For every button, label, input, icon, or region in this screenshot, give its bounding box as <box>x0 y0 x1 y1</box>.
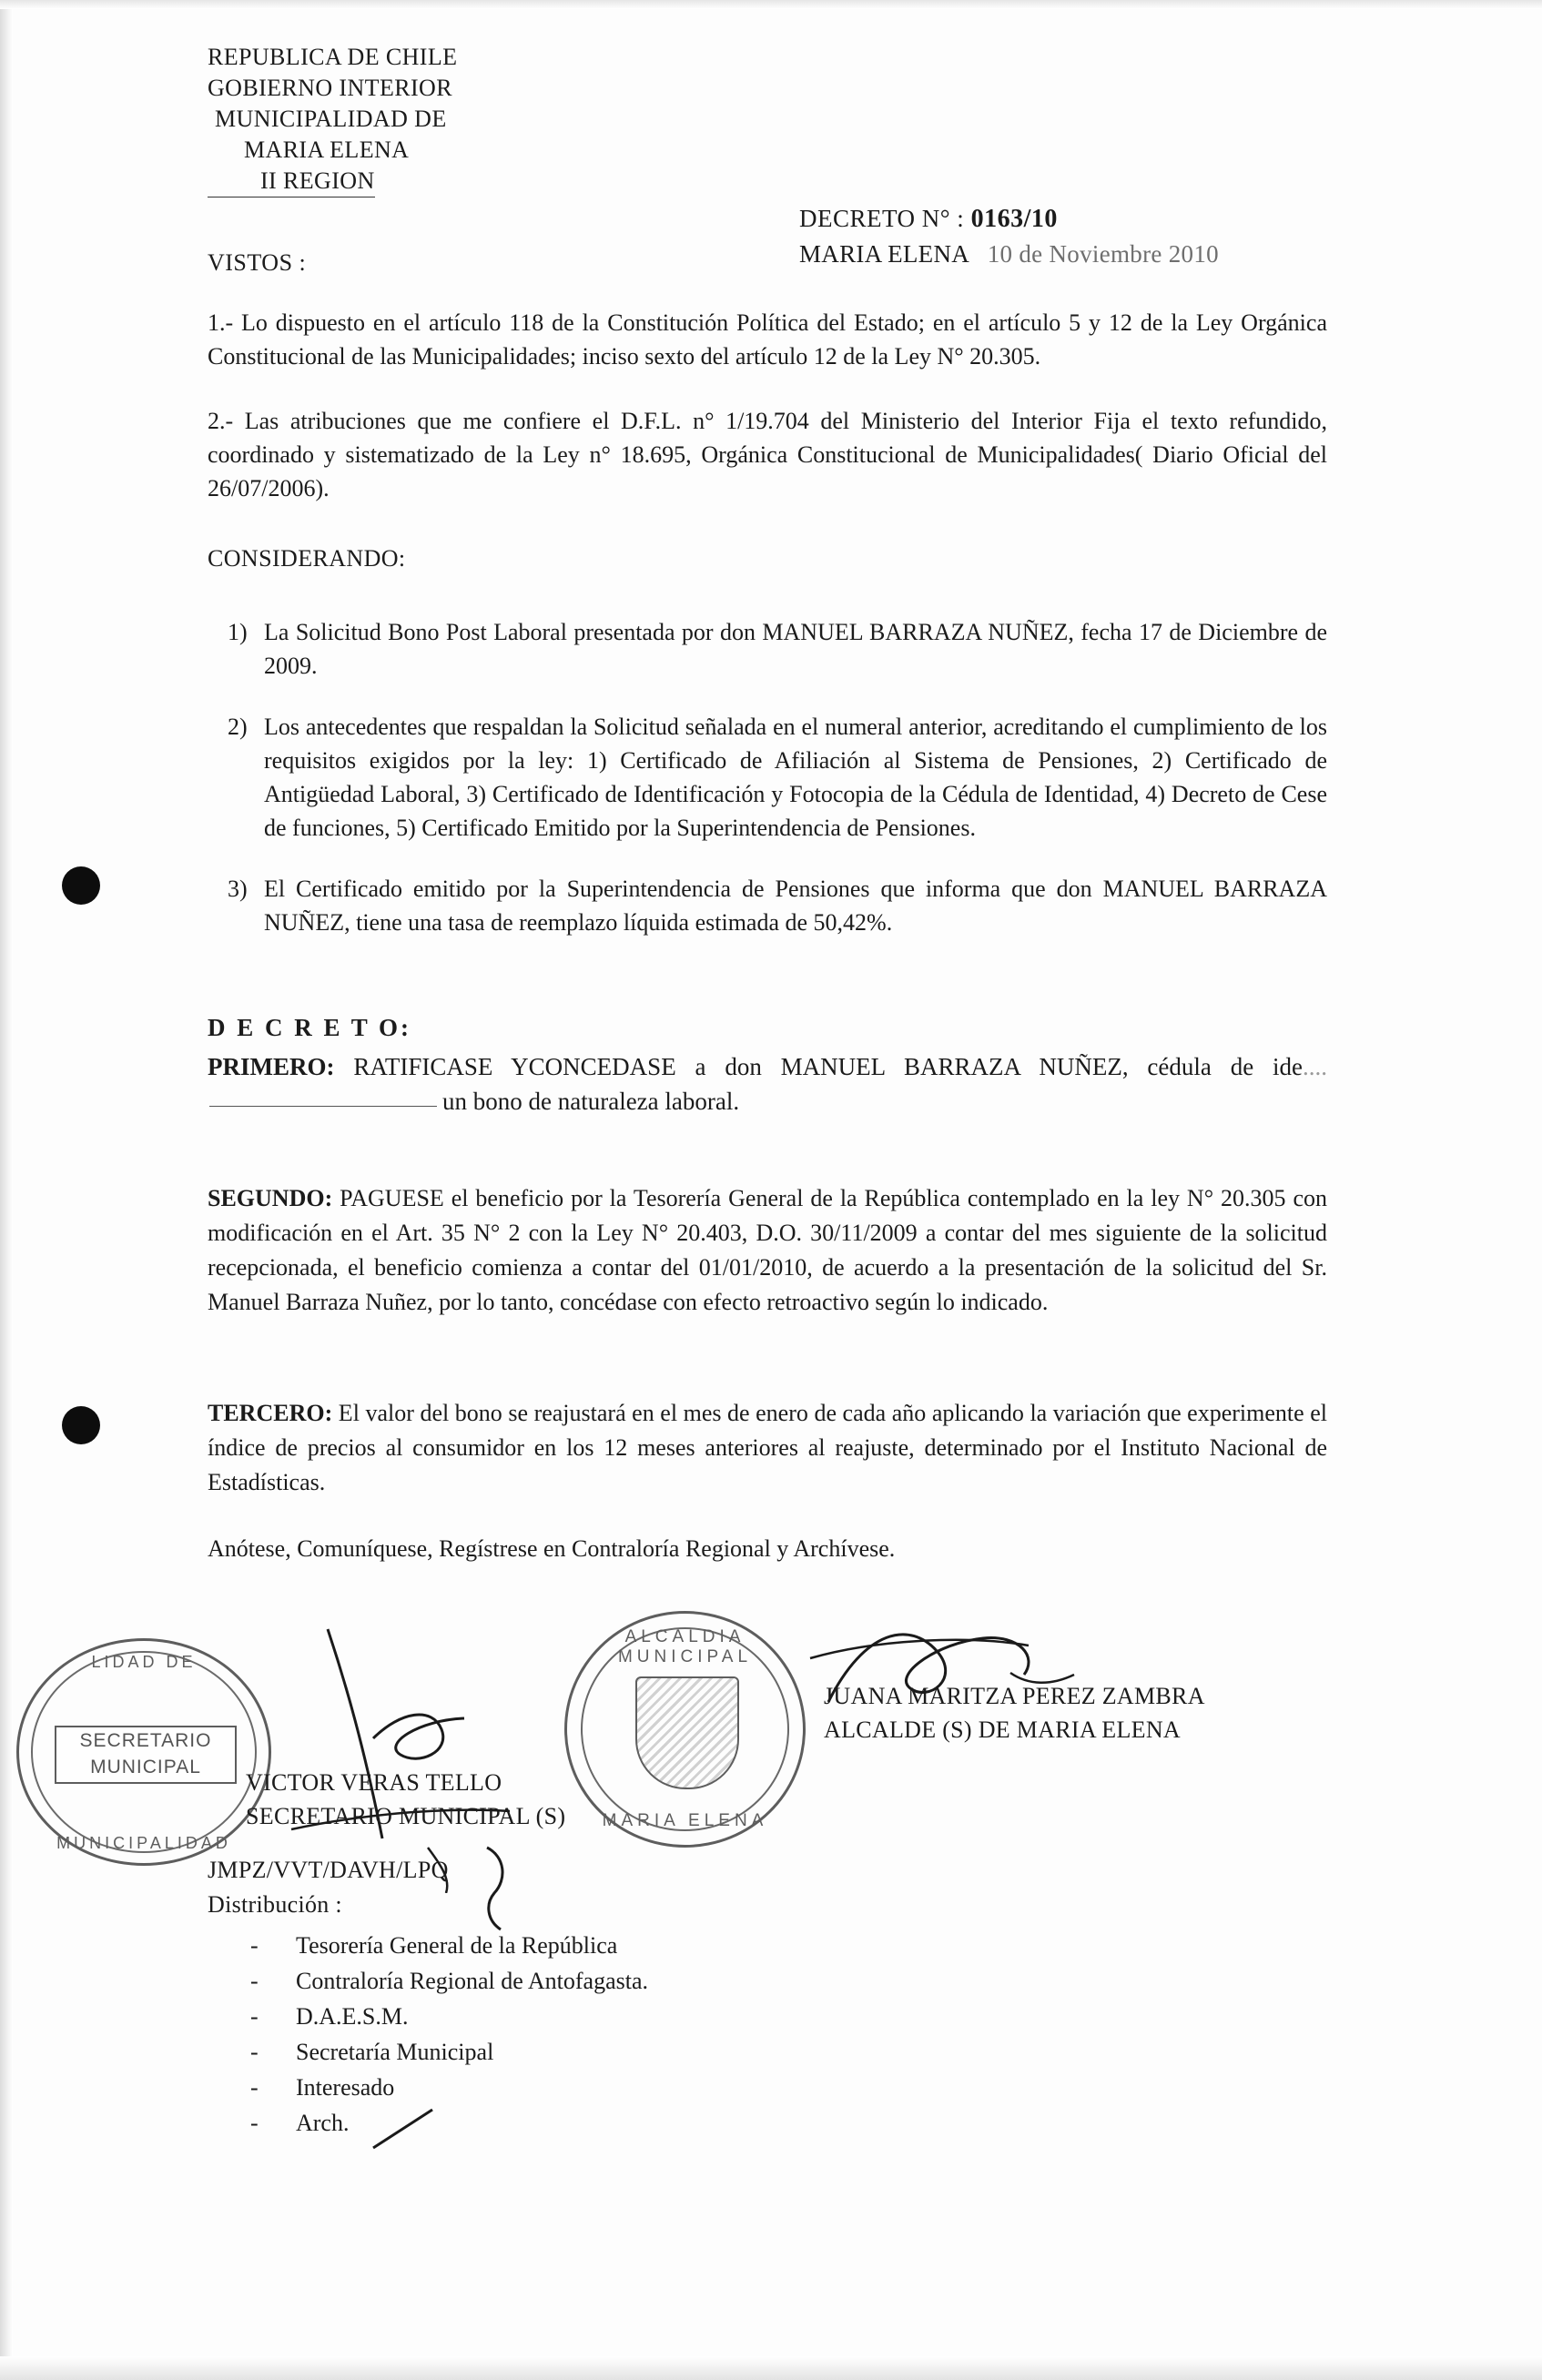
decree-header <box>799 201 1327 271</box>
considerando-list <box>208 615 1327 967</box>
redaction-line <box>209 1106 437 1107</box>
coat-of-arms-icon <box>635 1676 739 1789</box>
distribution-item <box>250 2034 648 2070</box>
article-primero-label: PRIMERO: <box>208 1053 335 1080</box>
considerando-label: CONSIDERANDO: <box>208 545 406 572</box>
article-tercero <box>208 1396 1327 1500</box>
scan-edge-top <box>0 0 1542 9</box>
distribution-label: Distribución : <box>208 1891 342 1918</box>
article-primero-text-after: un bono de naturaleza laboral. <box>442 1088 740 1115</box>
distribution-item-label: Tesorería General de la República <box>296 1932 618 1959</box>
considerando-item <box>208 872 1327 939</box>
distribution-item <box>250 1999 648 2034</box>
stamp-arc-top-text: ALCALDIA MUNICIPAL <box>617 1627 753 1666</box>
distribution-item <box>250 2070 648 2105</box>
letterhead-line-2: GOBIERNO INTERIOR <box>208 75 452 101</box>
letterhead-line-4: MARIA ELENA <box>244 137 410 163</box>
letterhead <box>208 42 1327 197</box>
decree-number: 0163/10 <box>970 205 1058 233</box>
vistos-label: VISTOS : <box>208 249 307 276</box>
list-dash: - <box>250 2074 259 2101</box>
article-segundo-text: PAGUESE el beneficio por la Tesorería General de la República contemplado en la ley N° 20.305 con modificación en el Art. 35 N° 2 con la Ley N° 20.403, D.O. 30/11/2009 a contar del mes siguiente de la solicitud recepcionada, el beneficio comienza a contar del 01/01/2010, de acuerdo a la presentación de la solicitud del Sr. Manuel Barraza Nuñez, por lo tanto, concédase con efecto retroactivo según lo indicado. <box>208 1185 1327 1315</box>
stamp-arc-bottom-text: MARIA ELENA <box>602 1811 768 1830</box>
article-primero-redacted: .... <box>1303 1053 1327 1080</box>
distribution-item-label: D.A.E.S.M. <box>296 2003 409 2030</box>
decree-date: 10 de Noviembre 2010 <box>987 240 1219 268</box>
decree-place-date-line <box>799 237 1327 271</box>
article-segundo <box>208 1181 1327 1320</box>
list-dash: - <box>250 2110 259 2136</box>
distribution-item <box>250 1963 648 1999</box>
distribution-item-label: Interesado <box>296 2074 395 2101</box>
list-dash: - <box>250 1968 259 1994</box>
article-tercero-label: TERCERO: <box>208 1400 333 1426</box>
considerando-item-marker: 1) <box>228 619 248 645</box>
decree-label: DECRETO N° : <box>799 205 965 232</box>
stamp-line-1: SECRETARIO <box>79 1730 212 1751</box>
article-segundo-label: SEGUNDO: <box>208 1185 333 1211</box>
secretario-title: SECRETARIO MUNICIPAL (S) <box>246 1803 566 1829</box>
secretario-signature-block <box>246 1766 565 1833</box>
stamp-center-band <box>55 1726 237 1784</box>
vistos-paragraph-1: 1.- Lo dispuesto en el artículo 118 de la Constitución Política del Estado; en el artículo 5 y 12 de la Ley Orgánica Constitucional de las Municipalidades; inciso sexto del artículo 12 de la Ley N° 20.305. <box>208 309 1327 370</box>
considerando-item-text: La Solicitud Bono Post Laboral presentada por don MANUEL BARRAZA NUÑEZ, fecha 17 de Diciembre de 2009. <box>264 619 1327 679</box>
secretario-name: VICTOR VERAS TELLO <box>246 1769 502 1796</box>
alcalde-name: JUANA MARITZA PEREZ ZAMBRA <box>824 1683 1205 1709</box>
secretario-municipal-stamp <box>16 1638 271 1866</box>
article-primero <box>208 1049 1327 1119</box>
considerando-item <box>208 615 1327 683</box>
distribution-item <box>250 2105 648 2141</box>
considerando-item-text: El Certificado emitido por la Superintendencia de Pensiones que informa que don MANUEL BARRAZA NUÑEZ, tiene una tasa de reemplazo líquida estimada de 50,42%. <box>264 876 1327 936</box>
distribution-item-label: Contraloría Regional de Antofagasta. <box>296 1968 649 1994</box>
considerando-item-marker: 2) <box>228 714 248 740</box>
decree-place: MARIA ELENA <box>799 240 969 268</box>
distribution-item-label: Arch. <box>296 2110 350 2136</box>
letterhead-line-1: REPUBLICA DE CHILE <box>208 44 458 70</box>
alcalde-signature-block <box>824 1679 1205 1747</box>
list-dash: - <box>250 1932 259 1959</box>
distribution-item-label: Secretaría Municipal <box>296 2039 494 2065</box>
article-primero-text-before: RATIFICASE YCONCEDASE a don MANUEL BARRAZA NUÑEZ, cédula de ide <box>334 1053 1303 1080</box>
hole-punch-mark <box>62 1406 100 1444</box>
hole-punch-mark <box>62 866 100 905</box>
letterhead-line-3: MUNICIPALIDAD DE <box>215 106 447 132</box>
vistos-paragraph-2: 2.- Las atribuciones que me confiere el D.F.L. n° 1/19.704 del Ministerio del Interior Fija el texto refundido, coordinado y sistematizado de la Ley n° 18.695, Orgánica Constitucional de Municipalidades( Diario Oficial del 26/07/2006). <box>208 408 1327 501</box>
distribution-item <box>250 1928 648 1963</box>
drafter-initials: JMPZ/VVT/DAVH/LPQ <box>208 1857 449 1883</box>
considerando-item-text: Los antecedentes que respaldan la Solicitud señalada en el numeral anterior, acreditando el cumplimiento de los requisitos exigidos por la ley: 1) Certificado de Afiliación al Sistema de Pensiones, 2) Certificado de Antigüedad Laboral, 3) Certificado de Identificación y Fotocopia de la Cédula de Identidad, 4) Decreto de Cese de funciones, 5) Certificado Emitido por la Superintendencia de Pensiones. <box>264 714 1327 841</box>
scan-edge-left <box>0 0 13 2380</box>
decree-number-line <box>799 201 1327 237</box>
stamp-line-2: MUNICIPAL <box>90 1757 201 1777</box>
letterhead-line-5: II REGION <box>208 166 375 197</box>
alcalde-title: ALCALDE (S) DE MARIA ELENA <box>824 1717 1181 1743</box>
list-dash: - <box>250 2003 259 2030</box>
stamp-arc-top-text: LIDAD DE <box>91 1653 197 1671</box>
stamp-arc-bottom-text: MUNICIPALIDAD <box>56 1834 231 1852</box>
considerando-item-marker: 3) <box>228 876 248 902</box>
document-content <box>208 42 1327 1562</box>
scan-edge-bottom <box>0 2356 1542 2380</box>
considerando-item <box>208 710 1327 845</box>
decreto-heading: D E C R E T O: <box>208 1014 412 1041</box>
alcaldia-municipal-stamp <box>564 1611 806 1848</box>
closing-formula: Anótese, Comuníquese, Regístrese en Contraloría Regional y Archívese. <box>208 1535 896 1562</box>
list-dash: - <box>250 2039 259 2065</box>
distribution-list <box>250 1928 648 2141</box>
article-tercero-text: El valor del bono se reajustará en el mes de enero de cada año aplicando la variación que experimente el índice de precios al consumidor en los 12 meses anteriores al reajuste, determinado por el Instituto Nacional de Estadísticas. <box>208 1400 1327 1495</box>
